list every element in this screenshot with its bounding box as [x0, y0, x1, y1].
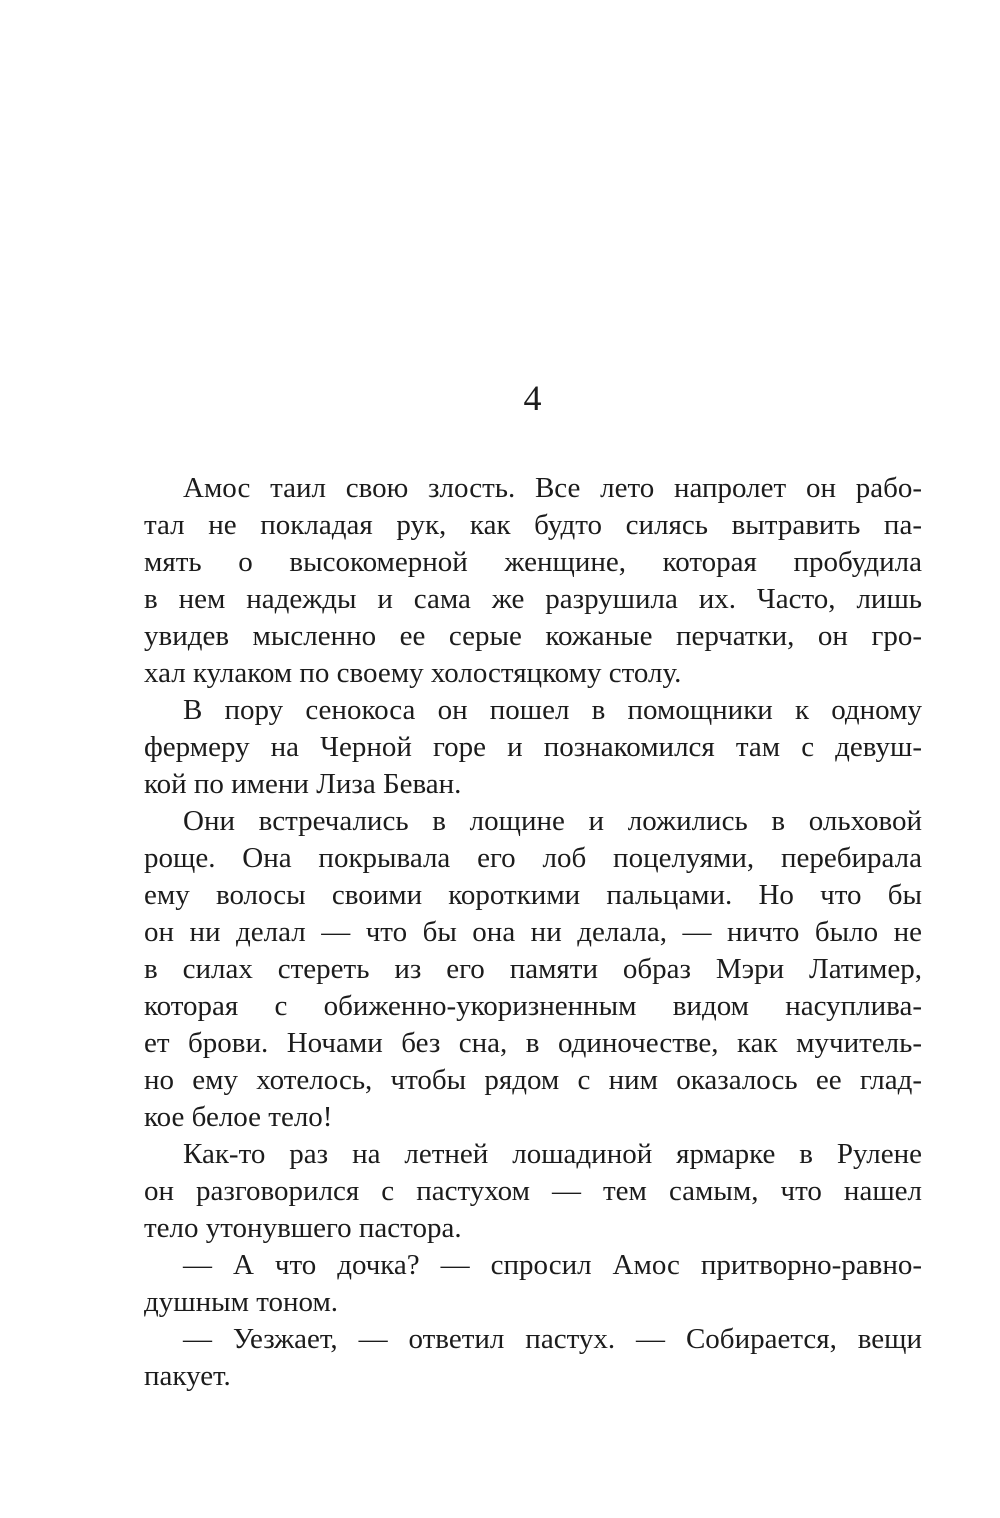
- text-line: Амос таил свою злость. Все лето напролет он рабо-: [183, 472, 922, 504]
- text-line: в нем надежды и сама же разрушила их. Часто, лишь: [144, 583, 922, 615]
- text-line: хал кулаком по своему холостяцкому столу.: [144, 657, 682, 689]
- paragraph-5: [144, 1247, 922, 1321]
- text-line: В пору сенокоса он пошел в помощники к одному: [183, 694, 922, 726]
- text-line: которая с обиженно-укоризненным видом насуплива-: [144, 990, 922, 1022]
- paragraph-6: [144, 1321, 922, 1395]
- text-line: Они встречались в лощине и ложились в ольховой: [183, 805, 922, 837]
- text-line: — Уезжает, — ответил пастух. — Собирается, вещи: [183, 1323, 922, 1355]
- text-line: тал не покладая рук, как будто силясь вытравить па-: [144, 509, 922, 541]
- text-line: роще. Она покрывала его лоб поцелуями, перебирала: [144, 842, 922, 874]
- text-line: ему волосы своими короткими пальцами. Но что бы: [144, 879, 922, 911]
- paragraph-1: [144, 470, 922, 692]
- text-line: тело утонувшего пастора.: [144, 1212, 462, 1244]
- text-line: мять о высокомерной женщине, которая пробудила: [144, 546, 922, 578]
- text-line: увидев мысленно ее серые кожаные перчатки, он гро-: [144, 620, 922, 652]
- text-line: — А что дочка? — спросил Амос притворно-равно-: [183, 1249, 922, 1281]
- paragraph-4: [144, 1136, 922, 1247]
- text-line: он ни делал — что бы она ни делала, — ничто было не: [144, 916, 922, 948]
- text-line: но ему хотелось, чтобы рядом с ним оказалось ее глад-: [144, 1064, 922, 1096]
- text-line: он разговорился с пастухом — тем самым, что нашел: [144, 1175, 922, 1207]
- paragraph-2: [144, 692, 922, 803]
- text-line: Как-то раз на летней лошадиной ярмарке в Рулене: [183, 1138, 922, 1170]
- paragraph-3: [144, 803, 922, 1136]
- text-line: фермеру на Черной горе и познакомился там с девуш-: [144, 731, 922, 763]
- chapter-body: [144, 470, 922, 1395]
- text-line: пакует.: [144, 1360, 231, 1392]
- text-line: ет брови. Ночами без сна, в одиночестве, как мучитель-: [144, 1027, 922, 1059]
- text-line: душным тоном.: [144, 1286, 339, 1318]
- chapter-number: 4: [523, 378, 542, 418]
- text-line: кой по имени Лиза Беван.: [144, 768, 462, 800]
- text-line: в силах стереть из его памяти образ Мэри Латимер,: [144, 953, 922, 985]
- text-line: кое белое тело!: [144, 1101, 333, 1133]
